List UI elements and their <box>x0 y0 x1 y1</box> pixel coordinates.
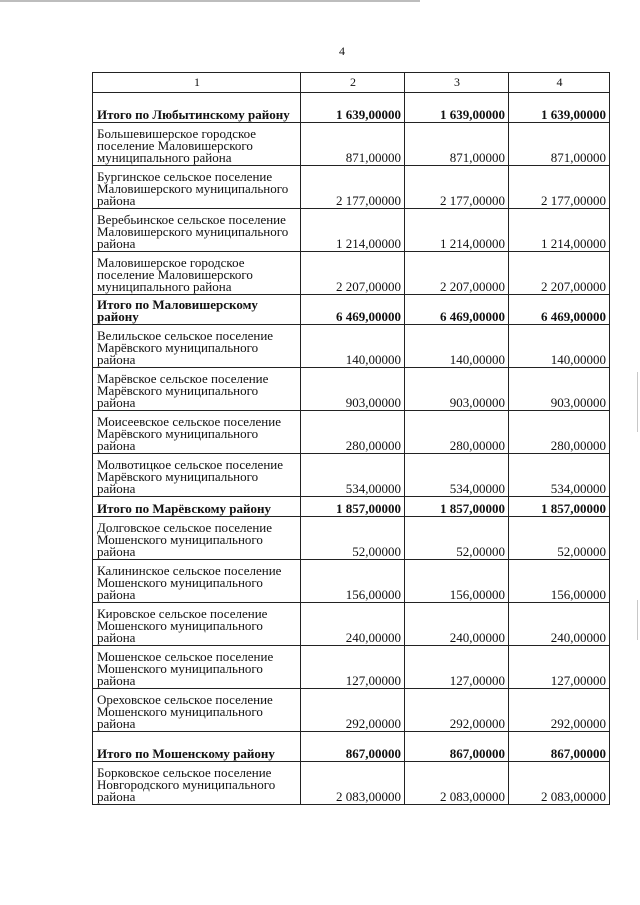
header-row <box>93 73 610 93</box>
row-value: 2 207,00000 <box>301 252 405 295</box>
row-name: Борковское сельское поселение Новгородского муниципального района <box>93 762 301 805</box>
table-row <box>93 689 610 732</box>
row-value: 292,00000 <box>509 689 610 732</box>
row-value: 127,00000 <box>509 646 610 689</box>
row-value: 140,00000 <box>405 325 509 368</box>
row-name: Моисеевское сельское поселение Марёвского муниципального района <box>93 411 301 454</box>
row-name: Бургинское сельское поселение Маловишерского муниципального района <box>93 166 301 209</box>
row-value: 6 469,00000 <box>509 295 610 325</box>
row-value: 2 207,00000 <box>405 252 509 295</box>
row-value: 2 083,00000 <box>509 762 610 805</box>
row-value: 871,00000 <box>405 123 509 166</box>
table-row <box>93 454 610 497</box>
row-name: Ореховское сельское поселение Мошенского муниципального района <box>93 689 301 732</box>
row-name: Молвотицкое сельское поселение Марёвского муниципального района <box>93 454 301 497</box>
row-name: Мошенское сельское поселение Мошенского муниципального района <box>93 646 301 689</box>
row-value: 534,00000 <box>405 454 509 497</box>
row-value: 2 083,00000 <box>301 762 405 805</box>
row-name: Большевишерское городское поселение Маловишерского муниципального района <box>93 123 301 166</box>
row-value: 240,00000 <box>405 603 509 646</box>
table-row <box>93 411 610 454</box>
row-name: Итого по Марёвскому району <box>93 497 301 517</box>
row-value: 292,00000 <box>405 689 509 732</box>
row-value: 903,00000 <box>301 368 405 411</box>
column-header: 4 <box>509 73 610 93</box>
row-value: 156,00000 <box>509 560 610 603</box>
row-name: Итого по Маловишерскому району <box>93 295 301 325</box>
scan-margin-mark <box>637 600 638 640</box>
table-row <box>93 603 610 646</box>
table-row <box>93 560 610 603</box>
row-value: 1 214,00000 <box>509 209 610 252</box>
row-name: Калининское сельское поселение Мошенского муниципального района <box>93 560 301 603</box>
row-value: 52,00000 <box>405 517 509 560</box>
row-value: 867,00000 <box>509 732 610 762</box>
row-value: 2 207,00000 <box>509 252 610 295</box>
table-row-total <box>93 732 610 762</box>
row-value: 140,00000 <box>301 325 405 368</box>
row-value: 280,00000 <box>405 411 509 454</box>
column-header: 3 <box>405 73 509 93</box>
page-number: 4 <box>339 44 345 58</box>
row-value: 156,00000 <box>405 560 509 603</box>
table-row <box>93 368 610 411</box>
row-value: 1 639,00000 <box>301 93 405 123</box>
row-value: 1 214,00000 <box>301 209 405 252</box>
row-value: 292,00000 <box>301 689 405 732</box>
row-value: 871,00000 <box>301 123 405 166</box>
row-name: Велильское сельское поселение Марёвского муниципального района <box>93 325 301 368</box>
row-value: 240,00000 <box>301 603 405 646</box>
table-row-total <box>93 497 610 517</box>
row-value: 140,00000 <box>509 325 610 368</box>
row-name: Итого по Любытинскому району <box>93 93 301 123</box>
table-row-total <box>93 295 610 325</box>
row-name: Маловишерское городское поселение Маловишерского муниципального района <box>93 252 301 295</box>
row-value: 156,00000 <box>301 560 405 603</box>
row-name: Марёвское сельское поселение Марёвского муниципального района <box>93 368 301 411</box>
row-value: 6 469,00000 <box>301 295 405 325</box>
row-value: 52,00000 <box>509 517 610 560</box>
row-name: Долговское сельское поселение Мошенского муниципального района <box>93 517 301 560</box>
row-value: 280,00000 <box>301 411 405 454</box>
row-value: 52,00000 <box>301 517 405 560</box>
row-name: Веребьинское сельское поселение Маловишерского муниципального района <box>93 209 301 252</box>
row-value: 903,00000 <box>405 368 509 411</box>
row-value: 1 214,00000 <box>405 209 509 252</box>
row-value: 867,00000 <box>301 732 405 762</box>
table-row <box>93 166 610 209</box>
row-value: 2 177,00000 <box>405 166 509 209</box>
row-value: 534,00000 <box>301 454 405 497</box>
row-value: 2 177,00000 <box>509 166 610 209</box>
row-value: 871,00000 <box>509 123 610 166</box>
column-header: 2 <box>301 73 405 93</box>
table-row <box>93 762 610 805</box>
row-value: 1 857,00000 <box>405 497 509 517</box>
row-value: 127,00000 <box>405 646 509 689</box>
row-value: 240,00000 <box>509 603 610 646</box>
budget-table <box>92 72 610 805</box>
row-name: Итого по Мошенскому району <box>93 732 301 762</box>
row-value: 1 857,00000 <box>509 497 610 517</box>
row-value: 1 639,00000 <box>405 93 509 123</box>
scan-edge-line <box>0 0 420 2</box>
row-value: 1 639,00000 <box>509 93 610 123</box>
table-row <box>93 123 610 166</box>
table-row <box>93 209 610 252</box>
row-value: 280,00000 <box>509 411 610 454</box>
row-value: 903,00000 <box>509 368 610 411</box>
row-name: Кировское сельское поселение Мошенского муниципального района <box>93 603 301 646</box>
row-value: 1 857,00000 <box>301 497 405 517</box>
column-header: 1 <box>93 73 301 93</box>
table-row <box>93 325 610 368</box>
row-value: 534,00000 <box>509 454 610 497</box>
row-value: 2 083,00000 <box>405 762 509 805</box>
row-value: 127,00000 <box>301 646 405 689</box>
row-value: 867,00000 <box>405 732 509 762</box>
table-row-total <box>93 93 610 123</box>
scan-margin-mark <box>637 372 638 432</box>
table-row <box>93 646 610 689</box>
table-row <box>93 252 610 295</box>
row-value: 2 177,00000 <box>301 166 405 209</box>
row-value: 6 469,00000 <box>405 295 509 325</box>
table-row <box>93 517 610 560</box>
